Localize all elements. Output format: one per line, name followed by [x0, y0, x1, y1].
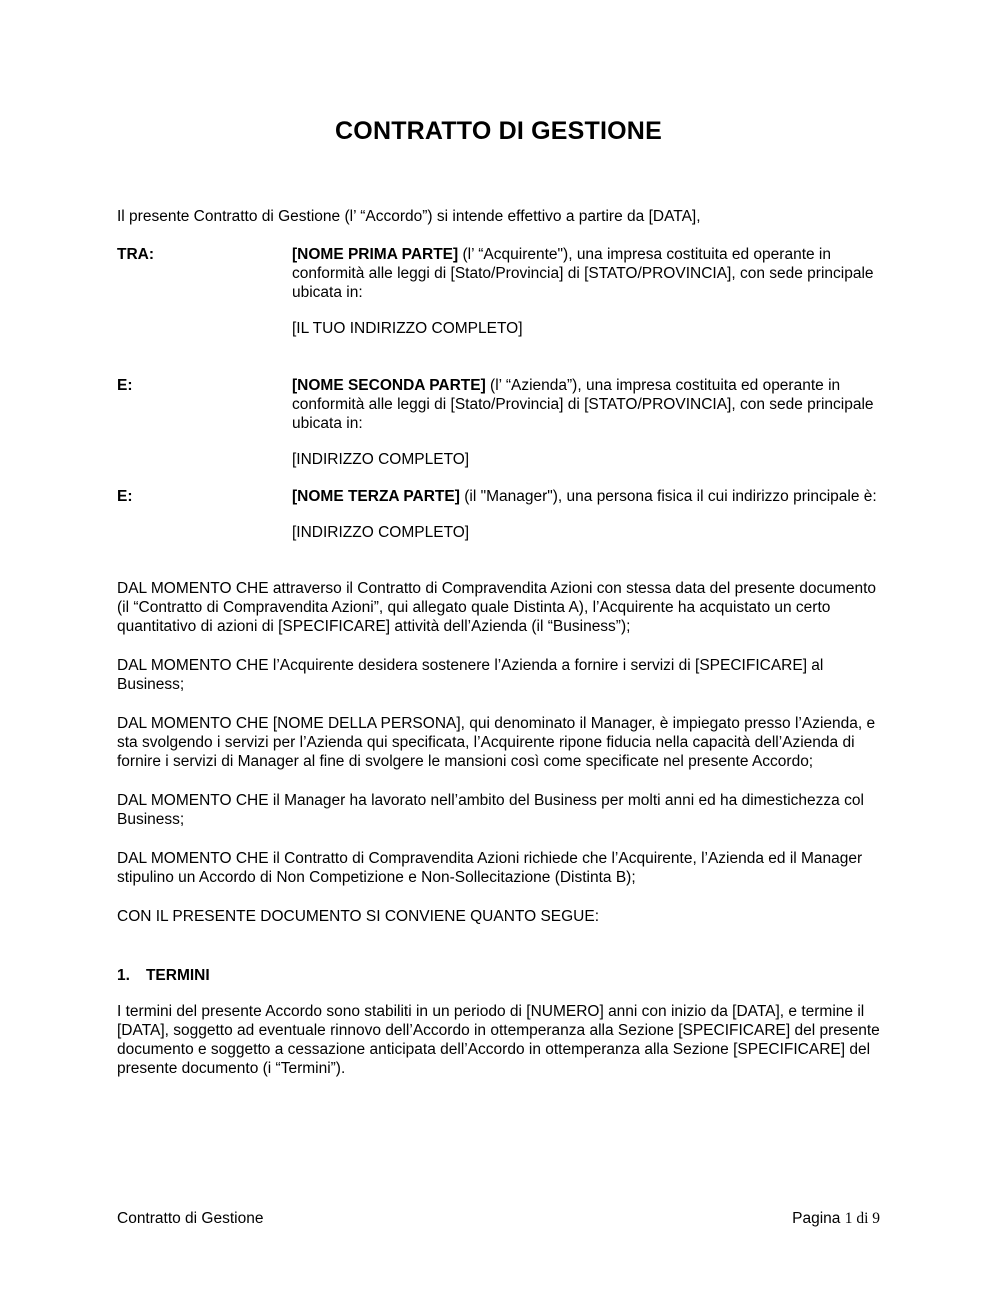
party-label: E:: [117, 488, 133, 505]
whereas-paragraph: DAL MOMENTO CHE attraverso il Contratto di Compravendita Azioni con stessa data del presente documento (il “Contratto di Compravendita Azioni”, qui allegato quale Distinta A), l’Acquirente ha acquistato un certo quantitativo di azioni di [SPECIFICARE] attività dell’Azienda (il “Business”);: [117, 580, 876, 635]
intro-paragraph: Il presente Contratto di Gestione (l’ “Accordo”) si intende effettivo a partire da [DATA],: [117, 208, 701, 225]
party-name: [NOME PRIMA PARTE]: [292, 246, 459, 263]
party-text: [292, 245, 880, 302]
footer-pagina-label: Pagina: [792, 1210, 841, 1227]
party-block-third: [117, 487, 880, 542]
party-block-first: [117, 245, 880, 338]
section-body: I termini del presente Accordo sono stabiliti in un periodo di [NUMERO] anni con inizio da [DATA], e termine il [DATA], soggetto ad eventuale rinnovo dell’Accordo in ottemperanza alla Sezione [SPECIFICARE] del presente documento e soggetto a cessazione anticipata dell’Accordo in ottemperanza alla Sezione [SPECIFICARE] del presente documento (i “Termini”).: [117, 1003, 880, 1077]
party-block-second: [117, 376, 880, 469]
party-description: (l’ “Acquirente"), una impresa costituita ed operante in conformità alle leggi di [Stato/Provincia] di [STATO/PROVINCIA], con sede principale ubicata in:: [292, 246, 874, 301]
party-text: [292, 376, 880, 433]
footer-document-name: Contratto di Gestione: [117, 1210, 264, 1227]
agreement-line: CON IL PRESENTE DOCUMENTO SI CONVIENE QUANTO SEGUE:: [117, 908, 600, 925]
document-title: CONTRATTO DI GESTIONE: [335, 117, 662, 145]
section-number: 1.: [117, 967, 130, 984]
party-description: (l’ “Azienda”), una impresa costituita ed operante in conformità alle leggi di [Stato/Provincia] di [STATO/PROVINCIA], con sede principale ubicata in:: [292, 377, 874, 432]
party-address: [IL TUO INDIRIZZO COMPLETO]: [292, 320, 523, 337]
party-name: [NOME SECONDA PARTE]: [292, 377, 486, 394]
page-footer: [117, 1209, 880, 1228]
party-label: TRA:: [117, 246, 155, 263]
party-label: E:: [117, 377, 133, 394]
party-address: [INDIRIZZO COMPLETO]: [292, 524, 470, 541]
footer-page-indicator: [792, 1209, 880, 1228]
whereas-paragraph: DAL MOMENTO CHE il Manager ha lavorato nell’ambito del Business per molti anni ed ha dimestichezza col Business;: [117, 792, 864, 828]
party-text: [292, 487, 880, 506]
whereas-paragraph: DAL MOMENTO CHE [NOME DELLA PERSONA], qui denominato il Manager, è impiegato presso l’Azienda, e sta svolgendo i servizi per l’Azienda qui specificata, l’Acquirente ripone fiducia nella capacità dell’Azienda di fornire i servizi di Manager al fine di svolgere le mansioni così come specificate nel presente Accordo;: [117, 715, 876, 770]
party-name: [NOME TERZA PARTE]: [292, 488, 460, 505]
whereas-section: [117, 579, 880, 887]
section-title: TERMINI: [145, 967, 210, 984]
document-content: [117, 0, 880, 1078]
party-address: [INDIRIZZO COMPLETO]: [292, 451, 470, 468]
whereas-paragraph: DAL MOMENTO CHE l’Acquirente desidera sostenere l’Azienda a fornire i servizi di [SPECIFICARE] al Business;: [117, 657, 824, 693]
section-heading: [117, 966, 880, 985]
footer-page-number: 1 di 9: [844, 1210, 880, 1227]
party-description: (il "Manager"), una persona fisica il cui indirizzo principale è:: [459, 488, 877, 505]
whereas-paragraph: DAL MOMENTO CHE il Contratto di Compravendita Azioni richiede che l’Acquirente, l’Azienda ed il Manager stipulino un Accordo di Non Competizione e Non-Sollecitazione (Distinta B);: [117, 850, 863, 886]
